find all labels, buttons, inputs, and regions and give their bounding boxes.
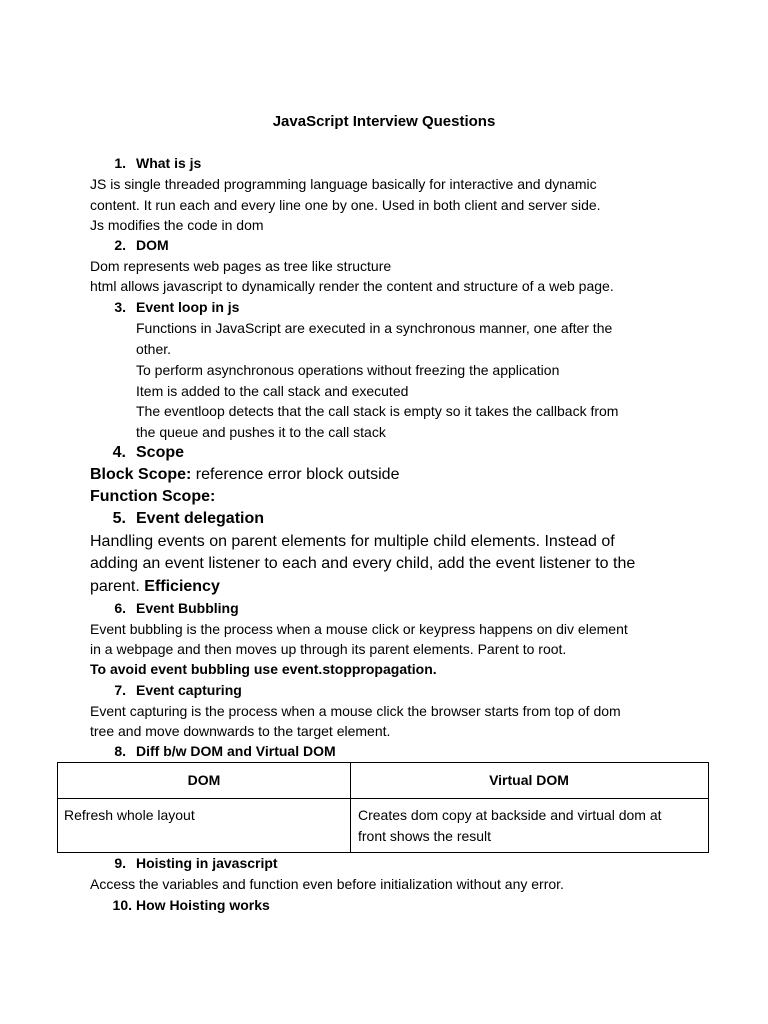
table-row-divider [58, 798, 708, 799]
paragraph-line: To perform asynchronous operations without freezing the application [136, 362, 560, 378]
section-number: 5. [112, 510, 126, 527]
page-title: JavaScript Interview Questions [272, 113, 496, 130]
section-number: 1. [114, 155, 126, 171]
section-number: 10. [112, 897, 132, 913]
paragraph-line: adding an event listener to each and every child, add the event listener to the [90, 555, 636, 572]
section-heading: DOM [136, 237, 169, 253]
paragraph-line: content. It run each and every line one by one. Used in both client and server side. [90, 197, 601, 213]
paragraph-line: other. [136, 341, 172, 357]
paragraph-line [90, 576, 220, 598]
bold-note: To avoid event bubbling use event.stoppropagation. [90, 661, 437, 677]
function-scope-label: Function Scope: [90, 488, 216, 505]
paragraph-line: in a webpage and then moves up through its parent elements. Parent to root. [90, 641, 567, 657]
paragraph-line: Event bubbling is the process when a mouse click or keypress happens on div element [90, 621, 628, 637]
paragraph-line: Access the variables and function even before initialization without any error. [90, 876, 564, 892]
table-cell-line: Creates dom copy at backside and virtual dom at [358, 807, 662, 823]
table-cell-line: front shows the result [358, 828, 492, 844]
section-number: 4. [112, 444, 126, 461]
section-heading: Scope [136, 444, 185, 461]
section-number: 6. [114, 600, 126, 616]
section-heading: How Hoisting works [136, 897, 270, 913]
section-number: 9. [114, 855, 126, 871]
section-number: 2. [114, 237, 126, 253]
section-number: 7. [114, 682, 126, 698]
table-cell-dom: Refresh whole layout [64, 807, 195, 823]
paragraph-line: Js modifies the code in dom [90, 217, 264, 233]
emphasis-text: Efficiency [144, 578, 220, 595]
section-heading: Event delegation [136, 510, 265, 527]
section-heading: Diff b/w DOM and Virtual DOM [136, 743, 336, 759]
table-cell-virtual-dom [358, 805, 662, 847]
table-header-dom: DOM [187, 772, 221, 788]
paragraph-line: html allows javascript to dynamically render the content and structure of a web page. [90, 278, 614, 294]
table-header-virtual-dom: Virtual DOM [489, 772, 569, 788]
block-scope-label: Block Scope: [90, 466, 192, 483]
section-heading: Hoisting in javascript [136, 855, 278, 871]
paragraph-line: Item is added to the call stack and executed [136, 383, 409, 399]
paragraph-line: JS is single threaded programming language basically for interactive and dynamic [90, 176, 597, 192]
section-number: 3. [114, 299, 126, 315]
section-number: 8. [114, 743, 126, 759]
section-heading: What is js [136, 155, 202, 171]
block-scope-line [90, 464, 399, 486]
last-line-text: parent. [90, 578, 145, 595]
section-heading: Event loop in js [136, 299, 240, 315]
paragraph-line: Functions in JavaScript are executed in a synchronous manner, one after the [136, 320, 613, 336]
paragraph-line: The eventloop detects that the call stack is empty so it takes the callback from [136, 403, 619, 419]
paragraph-line: Dom represents web pages as tree like structure [90, 258, 392, 274]
paragraph-line: tree and move downwards to the target element. [90, 723, 391, 739]
block-scope-text: reference error block outside [191, 466, 400, 483]
paragraph-line: Event capturing is the process when a mouse click the browser starts from top of dom [90, 703, 621, 719]
paragraph-line: Handling events on parent elements for multiple child elements. Instead of [90, 533, 615, 550]
section-heading: Event capturing [136, 682, 242, 698]
comparison-table [57, 762, 709, 853]
section-heading: Event Bubbling [136, 600, 239, 616]
paragraph-line: the queue and pushes it to the call stack [136, 424, 386, 440]
